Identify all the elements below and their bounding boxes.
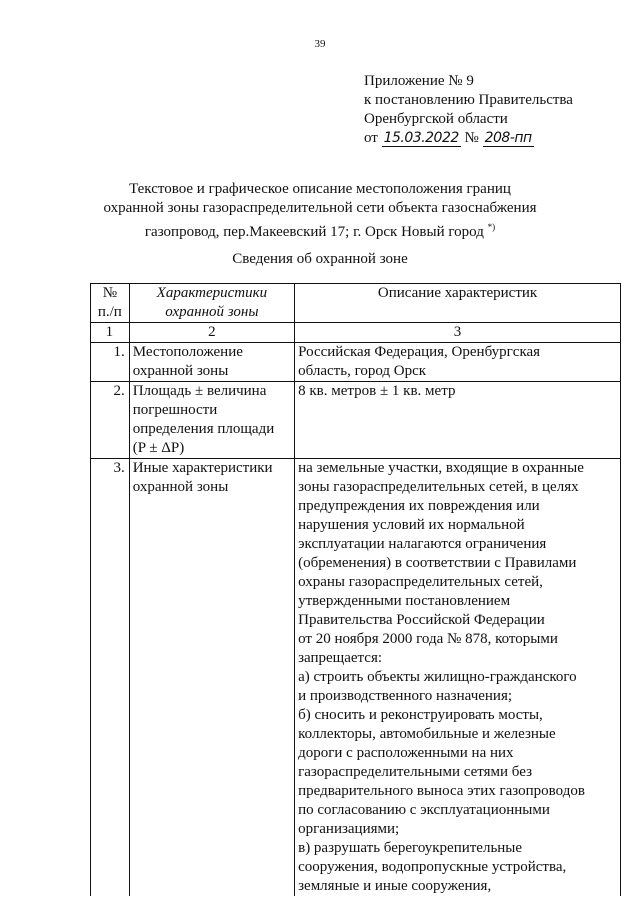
- table-header-row: [91, 284, 621, 323]
- description-line: б) сносить и реконструировать мосты,: [298, 707, 543, 723]
- appendix-line-1: Приложение № 9: [364, 73, 474, 89]
- header-col-characteristics: Характеристики охранной зоны: [129, 284, 294, 323]
- title-line-3: [90, 218, 550, 242]
- description-line: от 20 ноября 2000 года № 878, которыми: [298, 631, 558, 647]
- description-line: организациями;: [298, 821, 400, 837]
- description-line: на земельные участки, входящие в охранные: [298, 460, 584, 476]
- title-line-3-text: газопровод, пер.Макеевский 17; г. Орск Новый город: [144, 224, 484, 240]
- description-line: дороги с расположенными на них: [298, 745, 514, 761]
- row-number: 1.: [91, 343, 130, 382]
- description-line: утвержденными постановлением: [298, 593, 511, 609]
- description-line: охраны газораспределительных сетей,: [298, 574, 543, 590]
- description-line: по согласованию с эксплуатационными: [298, 802, 550, 818]
- row-description: 8 кв. метров ± 1 кв. метр: [295, 382, 621, 459]
- title-line-1: Текстовое и графическое описание местоположения границ: [129, 181, 511, 197]
- footnote-mark: *): [487, 222, 496, 232]
- description-line: (обременения) в соответствии с Правилами: [298, 555, 577, 571]
- header-col-description: Описание характеристик: [295, 284, 621, 323]
- col-number-2: 2: [129, 323, 294, 343]
- appendix-block: [364, 72, 573, 148]
- description-line: нарушения условий их нормальной: [298, 517, 525, 533]
- date-prefix: от: [364, 130, 378, 146]
- col-number-1: 1: [91, 323, 130, 343]
- section-subtitle: Сведения об охранной зоне: [232, 251, 408, 267]
- row-characteristic: Площадь ± величина погрешности определения площади (P ± ΔP): [129, 382, 294, 459]
- description-line: эксплуатации налагаются ограничения: [298, 536, 547, 552]
- row-description: [295, 459, 621, 897]
- handwritten-number: 208-пп: [484, 130, 532, 146]
- col-number-3: 3: [295, 323, 621, 343]
- description-line: а) строить объекты жилищно-гражданского: [298, 669, 577, 685]
- description-line: земляные и иные сооружения,: [298, 878, 492, 894]
- row-characteristic: Иные характеристики охранной зоны: [129, 459, 294, 897]
- title-line-2: охранной зоны газораспределительной сети объекта газоснабжения: [103, 200, 537, 216]
- handwritten-date: 15.03.2022: [383, 130, 459, 146]
- row-number: 3.: [91, 459, 130, 897]
- description-line: предварительного выноса этих газопроводов: [298, 783, 585, 799]
- description-line: коллекторы, автомобильные и железные: [298, 726, 556, 742]
- document-title: [90, 180, 550, 242]
- column-numbers-row: [91, 323, 621, 343]
- table-row: [91, 343, 621, 382]
- page-number: 39: [314, 38, 326, 50]
- description-line: запрещается:: [298, 650, 383, 666]
- description-line: Правительства Российской Федерации: [298, 612, 545, 628]
- description-line: газораспределительными сетями без: [298, 764, 533, 780]
- row-characteristic: Местоположение охранной зоны: [129, 343, 294, 382]
- row-description: Российская Федерация, Оренбургская область, город Орск: [295, 343, 621, 382]
- header-col-number: № п./п: [91, 284, 130, 323]
- appendix-line-2: к постановлению Правительства: [364, 92, 573, 108]
- table-row: [91, 459, 621, 897]
- number-prefix: №: [464, 130, 479, 146]
- description-line: в) разрушать берегоукрепительные: [298, 840, 523, 856]
- appendix-line-3: Оренбургской области: [364, 111, 508, 127]
- table-row: [91, 382, 621, 459]
- protection-zone-table: [90, 283, 621, 896]
- description-line: сооружения, водопропускные устройства,: [298, 859, 567, 875]
- description-line: зоны газораспределительных сетей, в целях: [298, 479, 579, 495]
- row-number: 2.: [91, 382, 130, 459]
- description-line: и производственного назначения;: [298, 688, 513, 704]
- appendix-date-line: [364, 129, 573, 148]
- description-line: предупреждения их повреждения или: [298, 498, 540, 514]
